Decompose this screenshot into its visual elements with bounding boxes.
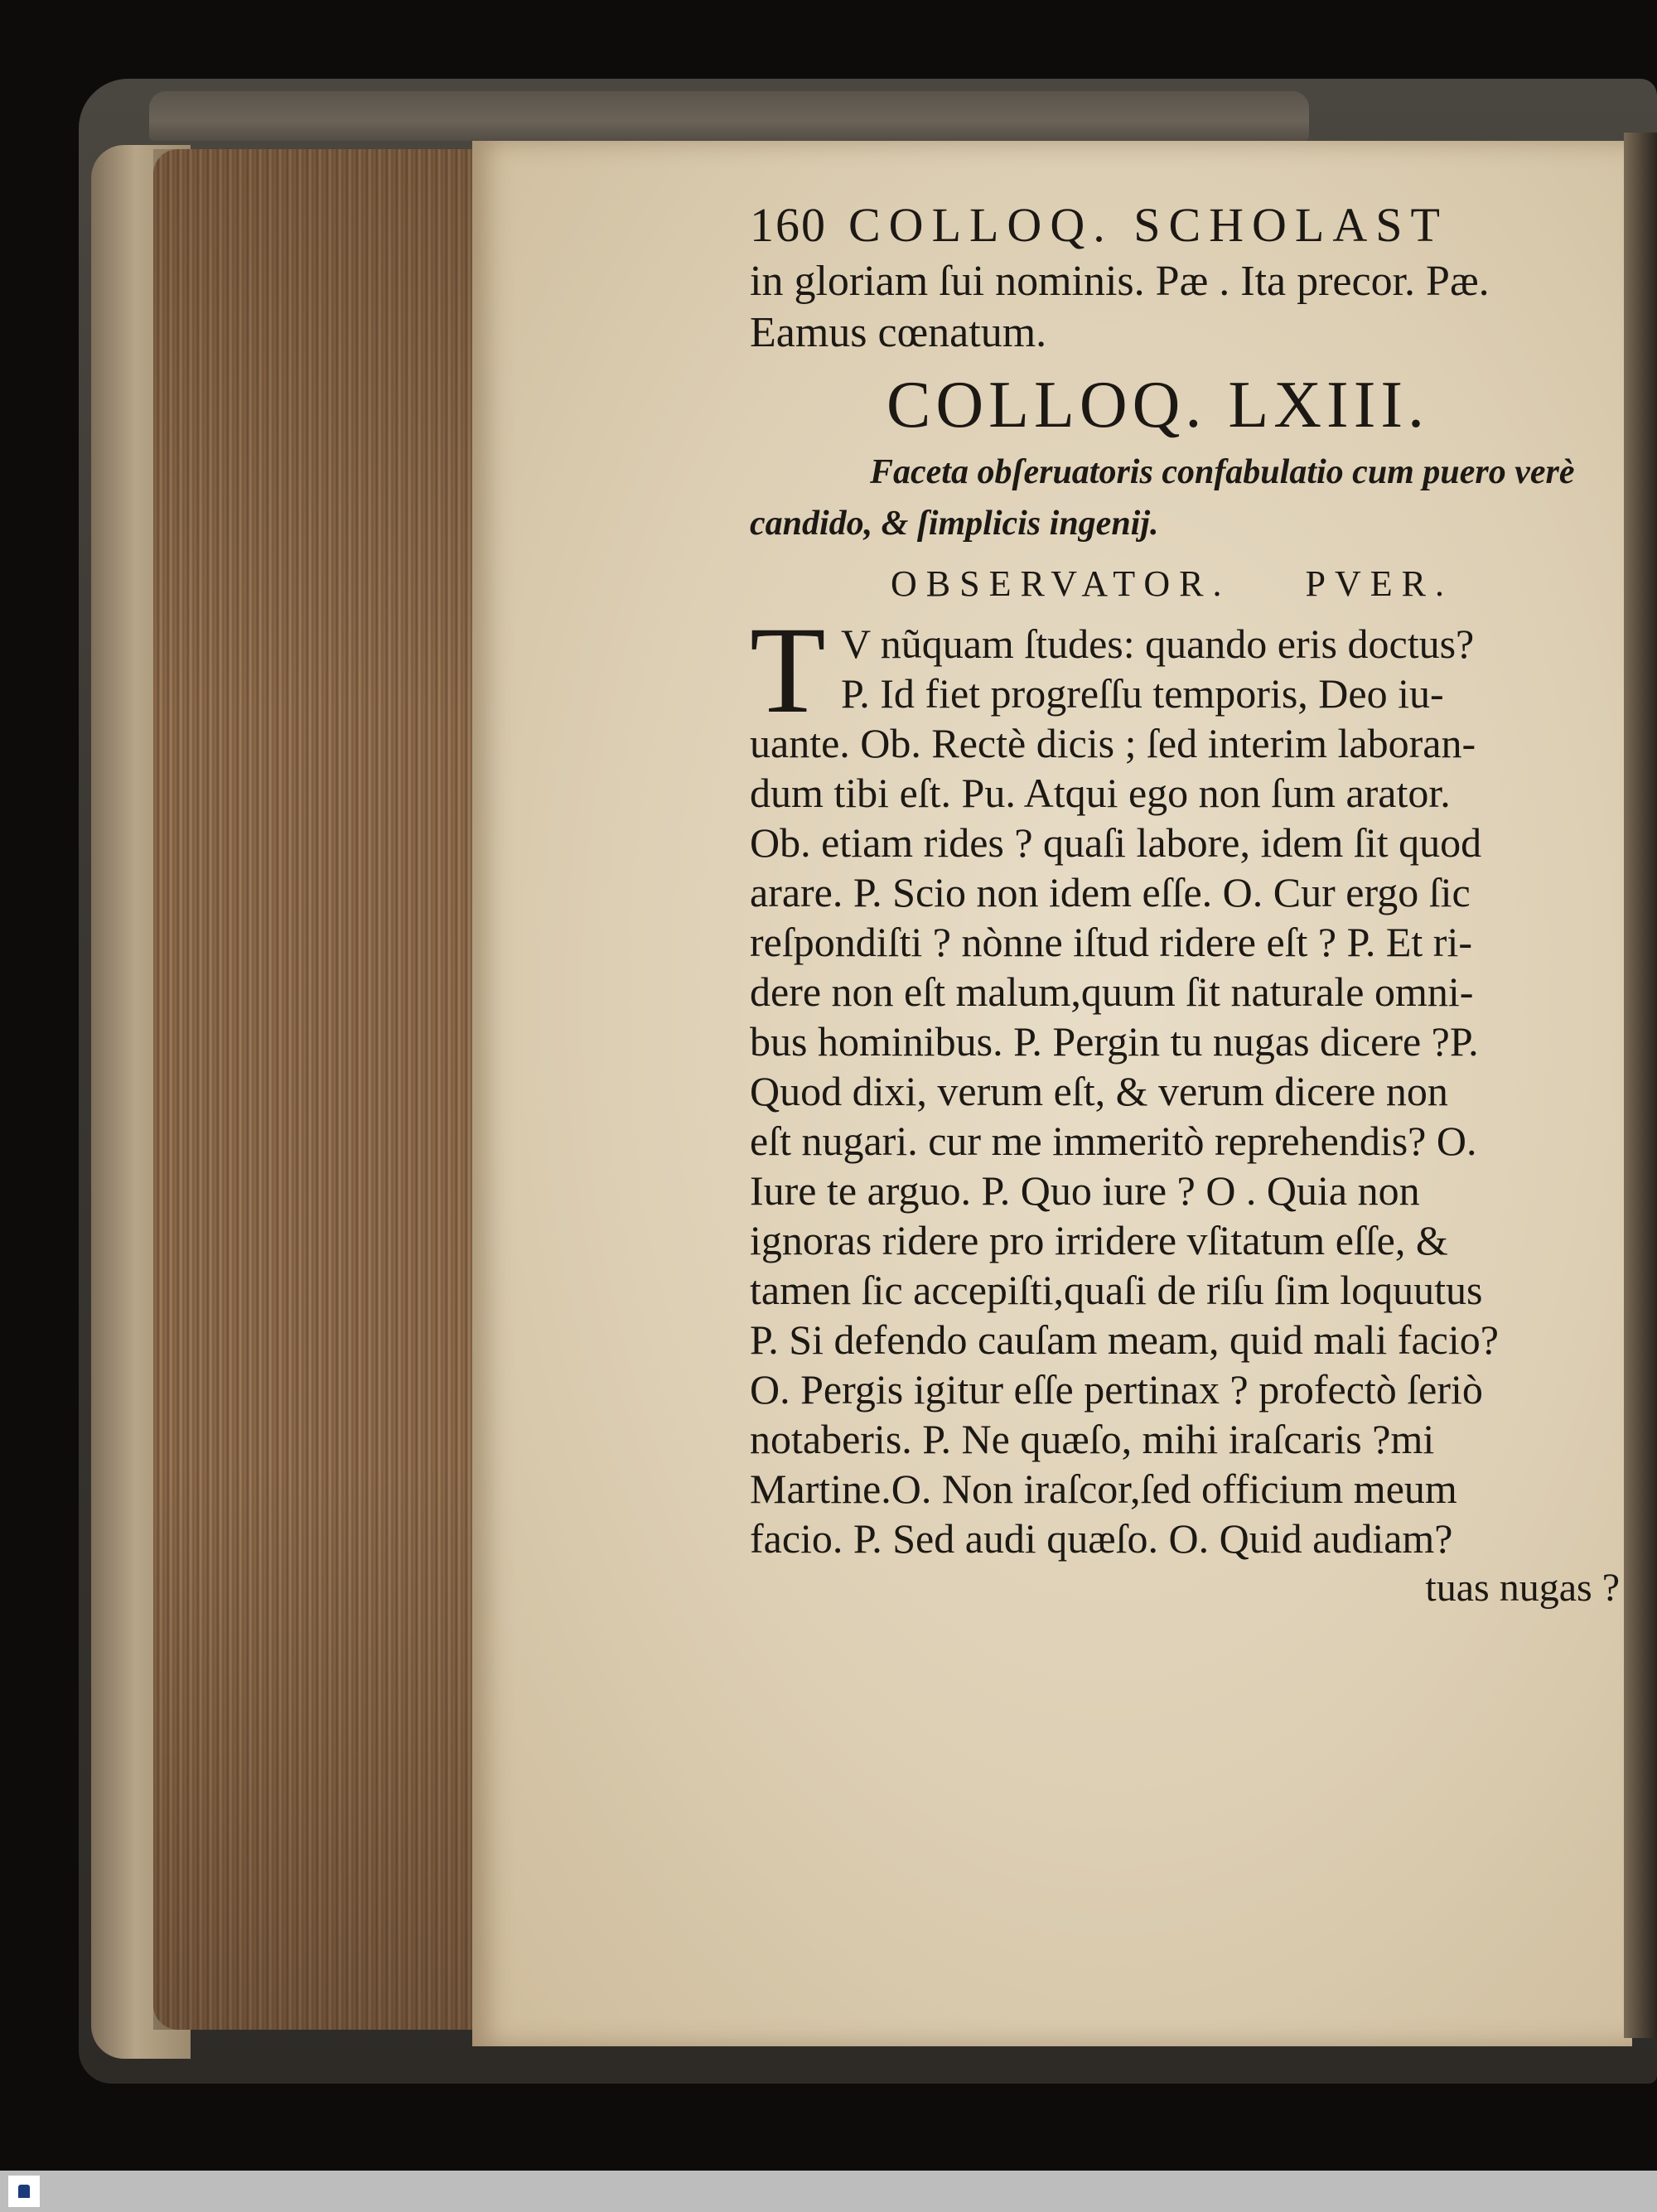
library-logo-icon [8,2176,40,2207]
text-line: facio. P. Sed audi quæſo. O. Quid audiam? [750,1515,1453,1562]
text-line: reſpondiſti ? nònne iſtud ridere eſt ? P. Et ri- [750,919,1472,965]
printed-text-block [750,195,1628,1613]
text-line: P. Id fiet progreſſu temporis, Deo iu- [841,670,1444,717]
text-line: uante. Ob. Rectè dicis ; ſed interim laboran- [750,720,1476,766]
running-title: COLLOQ. SCHOLAST [848,198,1448,252]
page-number: 160 [750,198,827,252]
speaker-list [891,549,1628,619]
text-line: notaberis. P. Ne quæſo, mihi iraſcaris ?mi [750,1416,1435,1462]
text-line: ignoras ridere pro irridere vſitatum eſſe, & [750,1217,1448,1263]
text-line: Martine.O. Non iraſcor,ſed officium meum [750,1466,1457,1512]
speaker-puer: PVER. [1305,563,1453,604]
argument-line: candido, & ſimplicis ingenij. [750,505,1159,543]
colloquy-heading: COLLOQ. LXIII. [886,369,1429,442]
catchword: tuas nugas ? [1425,1566,1620,1610]
text-line: Ob. etiam rides ? quaſi labore, idem ſit quod [750,819,1482,866]
text-line: in gloriam ſui nominis. Pæ . Ita precor. Pæ. [750,258,1490,305]
text-line: arare. P. Scio non idem eſſe. O. Cur ergo ſic [750,869,1471,915]
dialogue-body [750,601,1628,1563]
book-headband [149,91,1309,141]
text-line: bus hominibus. P. Pergin tu nugas dicere ?P. [750,1018,1479,1065]
text-line: tamen ſic accepiſti,quaſi de riſu ſim loquutus [750,1267,1483,1313]
argument-line: Faceta obſeruatoris confabulatio cum puero verè [870,453,1575,491]
speaker-observator: OBSERVATOR. [891,563,1231,604]
text-line: Iure te arguo. P. Quo iure ? O . Quia non [750,1167,1420,1214]
colloquy-argument [750,447,1628,549]
text-line: P. Si defendo cauſam meam, quid mali facio? [750,1316,1499,1363]
running-head [750,195,1628,256]
text-line: O. Pergis igitur eſſe pertinax ? profectò ſeriò [750,1366,1483,1413]
text-line: dere non eſt malum,quum ſit naturale omni- [750,968,1474,1015]
text-line: Quod dixi, verum eſt, & verum dicere non [750,1068,1448,1114]
book-gutter [1624,133,1657,2038]
library-logo-mark [18,2185,30,2198]
text-line: eſt nugari. cur me immeritò reprehendis? O. [750,1118,1477,1164]
text-line: Eamus cœnatum. [750,309,1047,356]
page-edges [153,149,485,2030]
drop-cap: T [750,601,826,739]
text-line: V nũquam ſtudes: quando eris doctus? [841,621,1475,667]
text-line: dum tibi eſt. Pu. Atqui ego non ſum arator. [750,770,1451,816]
viewer-footer-bar [0,2171,1657,2212]
